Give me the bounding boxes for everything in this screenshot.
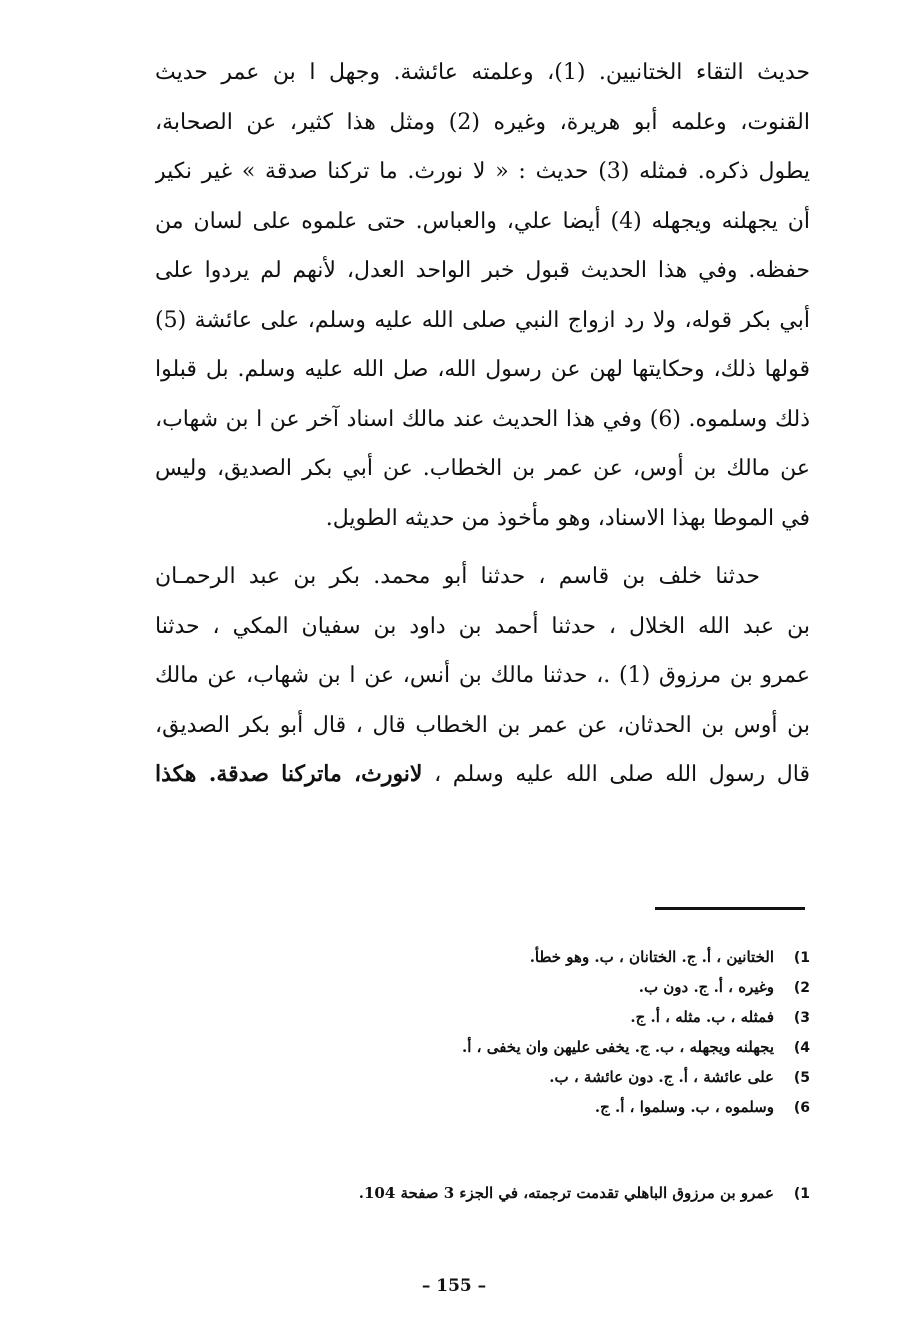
text-line: القنوت، وعلمه أبو هريرة، وغيره (2) ومثل هذا كثير، عن الصحابة،: [155, 109, 810, 135]
main-paragraph-1: [155, 48, 810, 543]
footnote-number: 2): [793, 980, 810, 996]
text-line: عمرو بن مرزوق (1) .، حدثنا مالك بن أنس، عن ا بن شهاب، عن مالك: [155, 663, 810, 688]
footnote-text: الختانين ، أ. ج. الختانان ، ب. وهو خطأ.: [529, 948, 774, 966]
footnote-text: فمثله ، ب. مثله ، أ. ج.: [630, 1008, 774, 1026]
text-line: يطول ذكره. فمثله (3) حديث : « لا نورث. ما تركنا صدقة » غير نكير: [155, 159, 810, 184]
footnote: [300, 942, 810, 972]
footnotes-list-2: [300, 1178, 810, 1208]
footnote-separator: [655, 907, 805, 910]
text-line: بن عبد الله الخلال ، حدثنا أحمد بن داود بن سفيان المكي ، حدثنا: [155, 613, 810, 639]
text-line: قولها ذلك، وحكايتها لهن عن رسول الله، صل الله عليه وسلم. بل قبلوا: [155, 357, 810, 382]
footnote-text: يجهلنه ويجهله ، ب. ج. يخفى عليهن وان يخفى ، أ.: [462, 1038, 774, 1056]
footnote-number: 5): [793, 1070, 810, 1086]
text-line: حديث التقاء الختانيين. (1)، وعلمته عائشة. وجهل ا بن عمر حديث: [155, 60, 810, 85]
text-line: حدثنا خلف بن قاسم ، حدثنا أبو محمد. بكر بن عبد الرحمـان: [155, 564, 760, 589]
text-segment: قال رسول الله صلى الله عليه وسلم ،: [422, 762, 810, 787]
footnote-text: على عائشة ، أ. ج. دون عائشة ، ب.: [549, 1068, 774, 1086]
bold-quote: لانورث، ماتركنا صدقة. هكذا: [155, 761, 423, 787]
text-line: ذلك وسلموه. (6) وفي هذا الحديث عند مالك اسناد آخر عن ا بن شهاب،: [155, 406, 810, 432]
footnotes-list: [300, 942, 810, 1122]
footnote-number: 4): [793, 1040, 810, 1056]
footnote-text: وغيره ، أ. ج. دون ب.: [638, 978, 774, 996]
footnote-number: 1): [793, 950, 810, 966]
page-number: – 155 –: [421, 1276, 487, 1296]
footnote-text: وسلموه ، ب. وسلموا ، أ. ج.: [594, 1098, 774, 1116]
text-line: أبي بكر قوله، ولا رد ازواج النبي صلى الله عليه وسلم، على عائشة (5): [155, 307, 810, 333]
footnote-number: 3): [793, 1010, 810, 1026]
text-line-mixed: [155, 750, 810, 800]
text-line: حفظه. وفي هذا الحديث قبول خبر الواحد العدل، لأنهم لم يردوا على: [155, 258, 810, 283]
footnote: [300, 1178, 810, 1208]
text-line: أن يجهلنه ويجهله (4) أيضا علي، والعباس. حتى علموه على لسان من: [155, 208, 810, 234]
footnote: [300, 972, 810, 1002]
footnote: [300, 1092, 810, 1122]
text-line: في الموطا بهذا الاسناد، وهو مأخوذ من حديثه الطويل.: [325, 505, 810, 531]
footnote-number: 6): [793, 1100, 810, 1116]
footnote: [300, 1062, 810, 1092]
footnote: [300, 1002, 810, 1032]
text-line: بن أوس بن الحدثان، عن عمر بن الخطاب قال ، قال أبو بكر الصديق،: [155, 712, 810, 738]
footnote-text: عمرو بن مرزوق الباهلي تقدمت ترجمته، في الجزء 3 صفحة 104.: [358, 1184, 774, 1202]
text-line: عن مالك بن أوس، عن عمر بن الخطاب. عن أبي بكر الصديق، وليس: [155, 456, 810, 481]
footnote-number: 1): [793, 1186, 810, 1202]
main-paragraph-2: [155, 552, 810, 800]
footnote: [300, 1032, 810, 1062]
